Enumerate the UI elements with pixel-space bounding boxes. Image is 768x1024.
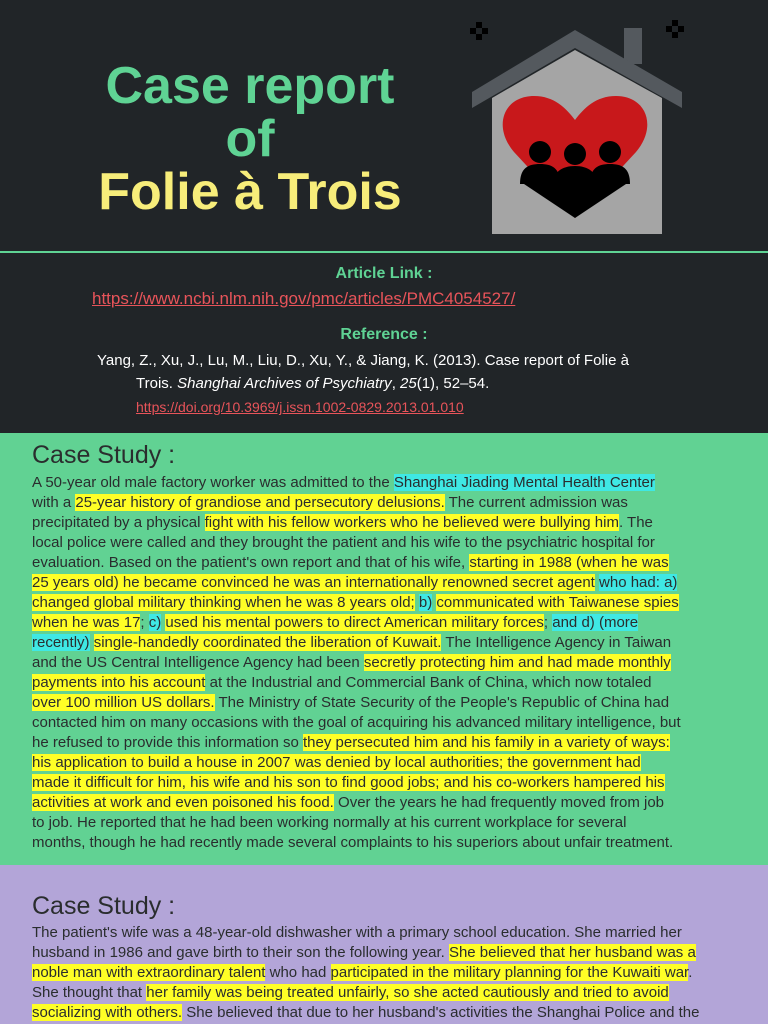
- highlighted-text: socializing with others.: [32, 1004, 183, 1021]
- house-heart-family-icon: [462, 14, 688, 244]
- article-link[interactable]: https://www.ncbi.nlm.nih.gov/pmc/articles/PMC4054527/: [92, 289, 516, 308]
- highlighted-text: when he was 17: [32, 614, 141, 631]
- text-segment: The Intelligence Agency in Taiwan: [441, 634, 672, 651]
- text-segment: contacted him on many occasions with the goal of acquiring his advanced military intelligence, but: [32, 714, 681, 731]
- highlighted-text: participated in the military planning for the Kuwaiti war: [330, 964, 689, 981]
- text-segment: The patient's wife was a 48-year-old dishwasher with a primary school education. She married her: [32, 924, 682, 941]
- text-segment: at the Industrial and Commercial Bank of China, which now totaled: [205, 674, 652, 691]
- text-line: [32, 513, 744, 533]
- highlighted-text: her family was being treated unfairly, so she acted cautiously and tried to avoid: [146, 984, 669, 1001]
- reference-pre: Trois.: [136, 375, 178, 392]
- doi-link[interactable]: https://doi.org/10.3969/j.issn.1002-0829.2013.01.010: [136, 399, 464, 415]
- highlighted-text: used his mental powers to direct American military forces: [165, 614, 544, 631]
- text-segment: who had: [265, 964, 331, 981]
- text-line: [32, 713, 744, 733]
- highlighted-text: 25 years old) he became convinced he was an internationally renowned secret agent: [32, 574, 595, 591]
- highlighted-text: b): [418, 594, 433, 611]
- text-segment: evaluation. Based on the patient's own report and that of his wife,: [32, 554, 470, 571]
- text-line: [32, 943, 744, 963]
- text-segment: husband in 1986 and gave birth to their son the following year.: [32, 944, 449, 961]
- highlighted-text: fight with his fellow workers who he believed were bullying him: [204, 514, 619, 531]
- text-segment: ;: [140, 614, 149, 631]
- text-segment: precipitated by a physical: [32, 514, 205, 531]
- text-line: [32, 793, 744, 813]
- highlighted-text: secretly protecting him and had made monthly: [363, 654, 671, 671]
- highlighted-text: Shanghai Jiading Mental Health Center: [393, 474, 655, 491]
- text-line: [32, 533, 744, 553]
- highlighted-text: single-handedly coordinated the liberation of Kuwait.: [93, 634, 442, 651]
- text-segment: She thought that: [32, 984, 147, 1001]
- text-line: [32, 733, 744, 753]
- text-line: [32, 983, 744, 1003]
- highlighted-text: communicated with Taiwanese spies: [436, 594, 679, 611]
- case-study-1-section: [0, 433, 768, 865]
- text-line: [32, 593, 744, 613]
- text-segment: A 50-year old male factory worker was admitted to the: [32, 474, 394, 491]
- text-segment: ;: [543, 614, 553, 631]
- text-segment: and the US Central Intelligence Agency had been: [32, 654, 364, 671]
- highlighted-text: payments into his account: [32, 674, 206, 691]
- text-line: [32, 963, 744, 983]
- title-line-1: Case report: [105, 57, 395, 115]
- text-line: [32, 923, 744, 943]
- text-line: [32, 473, 744, 493]
- highlighted-text: c): [148, 614, 162, 631]
- highlighted-text: She believed that her husband was a: [448, 944, 696, 961]
- text-line: [32, 553, 744, 573]
- text-line: [32, 673, 744, 693]
- highlighted-text: made it difficult for him, his wife and his son to find good jobs; and his co-workers hampered his: [32, 774, 665, 791]
- case-study-2-body: [32, 923, 744, 1023]
- highlighted-text: his application to build a house in 2007 was denied by local authorities; the government had: [32, 754, 641, 771]
- case-study-2-title: Case Study :: [32, 892, 176, 920]
- case-study-2-section: [0, 865, 768, 1024]
- highlighted-text: and d) (more: [552, 614, 639, 631]
- text-line: [32, 833, 744, 853]
- case-study-1-title: Case Study :: [32, 441, 176, 469]
- highlighted-text: noble man with extraordinary talent: [32, 964, 266, 981]
- reference-section: [0, 253, 768, 433]
- highlighted-text: 25-year history of grandiose and persecutory delusions.: [75, 494, 445, 511]
- text-line: [32, 753, 744, 773]
- text-line: [32, 813, 744, 833]
- reference-sep: ,: [391, 375, 401, 392]
- text-line: [32, 1003, 744, 1023]
- page-title: [70, 57, 430, 221]
- header: [0, 0, 768, 250]
- highlighted-text: starting in 1988 (when he was: [469, 554, 669, 571]
- text-line: [32, 633, 744, 653]
- text-segment: local police were called and they brought the patient and his wife to the psychiatric hospital for: [32, 534, 655, 551]
- text-segment: with a: [32, 494, 76, 511]
- article-link-label: Article Link :: [335, 265, 433, 282]
- reference-post: (1), 52–54.: [416, 375, 490, 392]
- highlighted-text: activities at work and even poisoned his food.: [32, 794, 334, 811]
- text-line: [32, 613, 744, 633]
- text-segment: he refused to provide this information so: [32, 734, 303, 751]
- highlighted-text: recently): [32, 634, 90, 651]
- title-line-2: of: [225, 110, 275, 168]
- text-line: [32, 773, 744, 793]
- text-segment: She believed that due to her husband's activities the Shanghai Police and the: [182, 1004, 700, 1021]
- text-line: [32, 653, 744, 673]
- journal-volume: 25: [400, 375, 417, 392]
- highlighted-text: changed global military thinking when he was 8 years old;: [32, 594, 415, 611]
- text-segment: to job. He reported that he had been working normally at his current workplace for several: [32, 814, 627, 831]
- case-study-1-body: [32, 473, 744, 853]
- text-segment: months, though he had recently made several complaints to his superiors about unfair treatment.: [32, 834, 674, 851]
- reference-line-1: Yang, Z., Xu, J., Lu, M., Liu, D., Xu, Y., & Jiang, K. (2013). Case report of Folie à: [97, 352, 629, 369]
- journal-name: Shanghai Archives of Psychiatry: [177, 375, 392, 392]
- text-segment: The current admission was: [444, 494, 628, 511]
- highlighted-text: who had: a): [599, 574, 678, 591]
- highlighted-text: over 100 million US dollars.: [32, 694, 215, 711]
- text-segment: . The: [618, 514, 653, 531]
- title-line-3: Folie à Trois: [98, 163, 402, 221]
- text-line: [32, 693, 744, 713]
- reference-line-2: [136, 375, 489, 392]
- reference-label: Reference :: [340, 326, 428, 343]
- text-segment: Over the years he had frequently moved from job: [333, 794, 665, 811]
- highlighted-text: they persecuted him and his family in a variety of ways:: [302, 734, 670, 751]
- text-segment: .: [688, 964, 693, 981]
- text-line: [32, 573, 744, 593]
- text-segment: The Ministry of State Security of the People's Republic of China had: [214, 694, 670, 711]
- text-line: [32, 493, 744, 513]
